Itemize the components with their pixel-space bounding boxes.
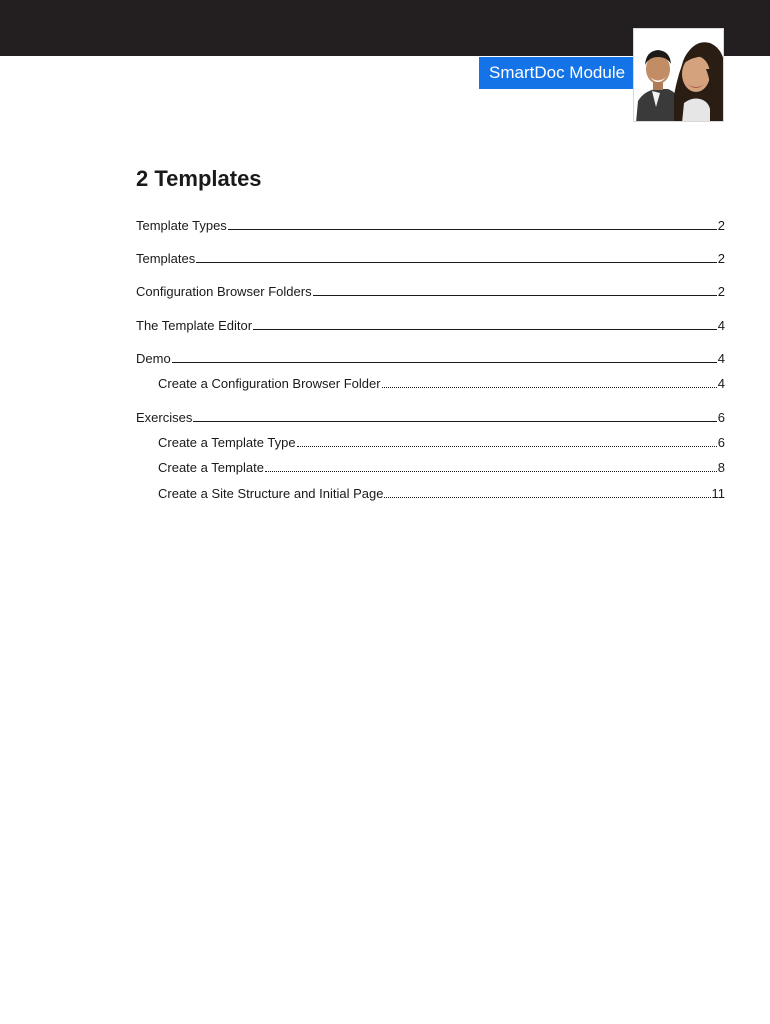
toc-entry-page: 6	[717, 410, 725, 425]
toc-leader	[172, 361, 717, 363]
toc-entry-title: Create a Configuration Browser Folder	[158, 376, 381, 391]
toc-leader	[196, 261, 717, 263]
toc-leader	[253, 328, 717, 330]
toc-entry[interactable]	[136, 218, 725, 233]
toc-leader	[382, 386, 717, 388]
toc-entry[interactable]	[136, 251, 725, 266]
toc-entry-page: 11	[711, 486, 725, 501]
module-label: SmartDoc Module	[479, 57, 633, 89]
toc-entry[interactable]	[158, 376, 725, 391]
toc-entry[interactable]	[136, 318, 725, 333]
toc-entry-title: Templates	[136, 251, 196, 266]
toc-leader	[228, 228, 717, 230]
toc-entry-title: The Template Editor	[136, 318, 253, 333]
toc-entry-page: 2	[717, 218, 725, 233]
toc-entry-title: Create a Site Structure and Initial Page	[158, 486, 384, 501]
toc-entry[interactable]	[158, 486, 725, 501]
toc-entry-page: 4	[717, 318, 725, 333]
toc-entry-page: 2	[717, 284, 725, 299]
toc-entry-title: Create a Template Type	[158, 435, 296, 450]
toc-entry[interactable]	[136, 284, 725, 299]
toc-entry-title: Configuration Browser Folders	[136, 284, 312, 299]
toc-entry-title: Exercises	[136, 410, 193, 425]
toc-entry-page: 6	[717, 435, 725, 450]
chapter-title: 2 Templates	[136, 166, 262, 191]
toc-entry-page: 4	[717, 376, 725, 391]
toc-entry-page: 2	[717, 251, 725, 266]
toc-leader	[265, 470, 717, 472]
toc-entry[interactable]	[158, 460, 725, 475]
toc-entry-title: Template Types	[136, 218, 227, 233]
toc-entry[interactable]	[158, 435, 725, 450]
toc-entry[interactable]	[136, 410, 725, 425]
toc-entry-page: 8	[717, 460, 725, 475]
toc-leader	[297, 445, 717, 447]
toc-leader	[313, 294, 717, 296]
toc-entry-title: Demo	[136, 351, 171, 366]
toc-entry-page: 4	[717, 351, 725, 366]
toc-entry[interactable]	[136, 351, 725, 366]
toc-leader	[193, 420, 716, 422]
toc-leader	[384, 496, 710, 498]
toc-entry-title: Create a Template	[158, 460, 264, 475]
